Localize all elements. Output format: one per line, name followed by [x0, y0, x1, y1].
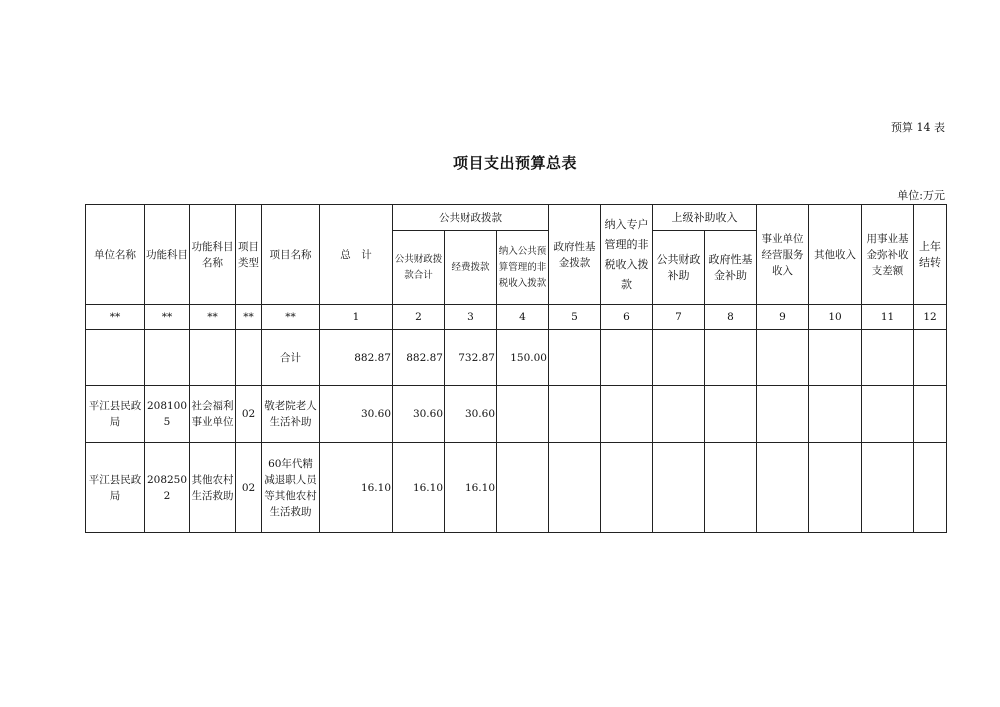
- header-upper-public: 公共财政补助: [653, 231, 705, 305]
- total-public-total: 882.87: [393, 330, 445, 386]
- header-upper-gov: 政府性基金补助: [705, 231, 757, 305]
- header-func-code: 功能科目: [145, 205, 190, 305]
- header-nontax: 纳入公共预算管理的非税收入拨款: [497, 231, 549, 305]
- budget-table: [85, 204, 947, 533]
- public-total-cell: 16.10: [393, 443, 445, 533]
- func-name-cell: 社会福利事业单位: [190, 386, 236, 443]
- header-total: 总 计: [320, 205, 393, 305]
- index-cell: 7: [653, 305, 705, 330]
- total-cell: 30.60: [320, 386, 393, 443]
- table-code: 预算 14 表: [891, 121, 945, 134]
- header-special-nontax: 纳入专户管理的非税收入拨款: [601, 205, 653, 305]
- total-label: 合计: [262, 330, 320, 386]
- public-total-cell: 30.60: [393, 386, 445, 443]
- index-cell: **: [86, 305, 145, 330]
- index-cell: 9: [757, 305, 809, 330]
- func-name-cell: 其他农村生活救助: [190, 443, 236, 533]
- header-carryover: 上年结转: [914, 205, 947, 305]
- index-cell: 12: [914, 305, 947, 330]
- table-row: [86, 386, 947, 443]
- index-cell: 4: [497, 305, 549, 330]
- dept-cell: 平江县民政局: [86, 443, 145, 533]
- total-nontax: 150.00: [497, 330, 549, 386]
- index-cell: 5: [549, 305, 601, 330]
- header-other: 其他收入: [809, 205, 862, 305]
- index-row: [86, 305, 947, 330]
- header-dept: 单位名称: [86, 205, 145, 305]
- header-business: 事业单位经营服务收入: [757, 205, 809, 305]
- page-title: 项目支出预算总表: [452, 154, 577, 172]
- total-value: 882.87: [320, 330, 393, 386]
- type-cell: 02: [236, 443, 262, 533]
- funding-cell: 16.10: [445, 443, 497, 533]
- table-row: [86, 443, 947, 533]
- header-reserve: 用事业基金弥补收支差额: [862, 205, 914, 305]
- header-proj-name: 项目名称: [262, 205, 320, 305]
- index-cell: 2: [393, 305, 445, 330]
- index-cell: 6: [601, 305, 653, 330]
- header-func-name: 功能科目名称: [190, 205, 236, 305]
- index-cell: **: [236, 305, 262, 330]
- header-upper-group: 上级补助收入: [653, 205, 757, 231]
- proj-name-cell: 敬老院老人生活补助: [262, 386, 320, 443]
- header-proj-type: 项目类型: [236, 205, 262, 305]
- index-cell: **: [145, 305, 190, 330]
- total-cell: 16.10: [320, 443, 393, 533]
- dept-cell: 平江县民政局: [86, 386, 145, 443]
- header-gov-fund: 政府性基金拨款: [549, 205, 601, 305]
- index-cell: 1: [320, 305, 393, 330]
- header-public-group: 公共财政拨款: [393, 205, 549, 231]
- index-cell: 8: [705, 305, 757, 330]
- index-cell: 10: [809, 305, 862, 330]
- total-funding: 732.87: [445, 330, 497, 386]
- total-row: [86, 330, 947, 386]
- proj-name-cell: 60年代精减退职人员等其他农村生活救助: [262, 443, 320, 533]
- index-cell: **: [190, 305, 236, 330]
- func-code-cell: 2082502: [145, 443, 190, 533]
- header-public-total: 公共财政拨款合计: [393, 231, 445, 305]
- header-funding: 经费拨款: [445, 231, 497, 305]
- unit-label: 单位:万元: [897, 189, 945, 202]
- index-cell: **: [262, 305, 320, 330]
- index-cell: 11: [862, 305, 914, 330]
- funding-cell: 30.60: [445, 386, 497, 443]
- type-cell: 02: [236, 386, 262, 443]
- index-cell: 3: [445, 305, 497, 330]
- func-code-cell: 2081005: [145, 386, 190, 443]
